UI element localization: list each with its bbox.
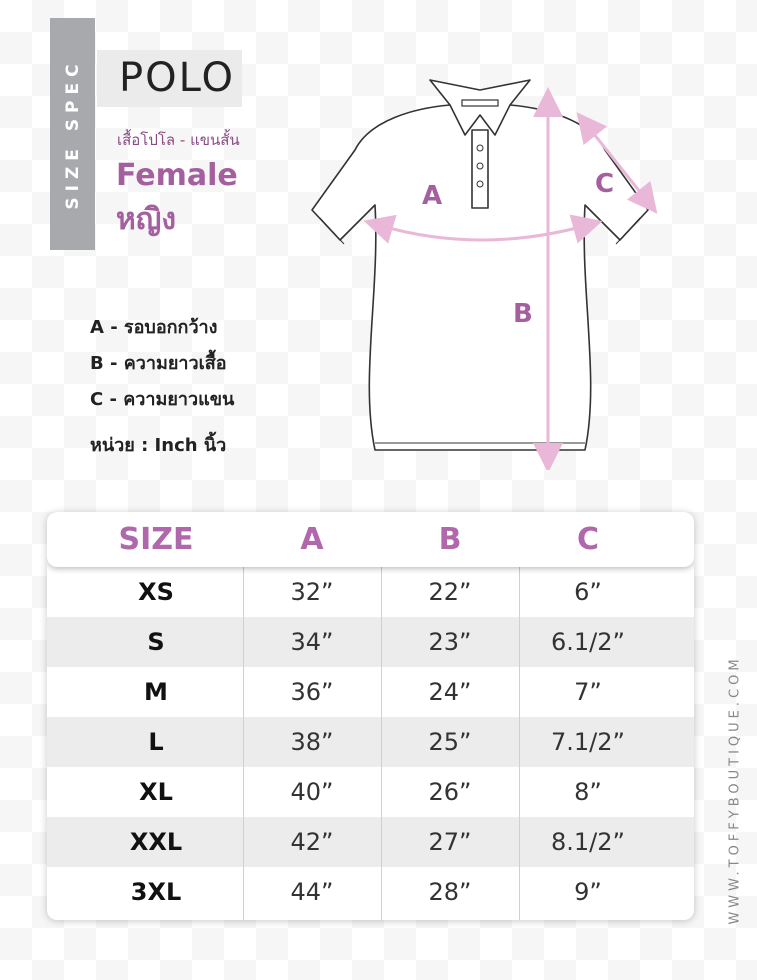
size-spec-label: SIZE SPEC [62, 58, 83, 210]
button-2 [477, 163, 483, 169]
cell-a: 42” [290, 828, 334, 856]
cell-size: L [148, 728, 164, 756]
table-row [47, 767, 694, 817]
product-name: POLO [119, 55, 235, 101]
product-name-box [97, 50, 242, 107]
cell-size: S [147, 628, 165, 656]
cell-size: XS [138, 578, 174, 606]
polo-shirt-diagram [300, 60, 660, 470]
cell-size: 3XL [130, 878, 182, 906]
cell-c: 8.1/2” [551, 828, 625, 856]
button-3 [477, 181, 483, 187]
collar-label-tag [462, 100, 498, 106]
cell-c: 6” [574, 578, 602, 606]
column-divider [243, 567, 244, 920]
header-c: C [576, 522, 600, 557]
website-url: WWW.TOFFYBOUTIQUE.COM [727, 655, 743, 925]
cell-b: 27” [428, 828, 472, 856]
button-1 [477, 145, 483, 151]
legend-a: A - รอบอกกว้าง [90, 317, 218, 338]
cell-c: 7” [574, 678, 602, 706]
column-divider [381, 567, 382, 920]
gender-english: Female [116, 158, 238, 193]
cell-a: 40” [290, 778, 334, 806]
table-row [47, 617, 694, 667]
cell-c: 7.1/2” [551, 728, 625, 756]
table-row [47, 667, 694, 717]
cell-a: 38” [290, 728, 334, 756]
header-size: SIZE [118, 522, 194, 557]
legend-c: C - ความยาวแขน [90, 389, 235, 410]
header-a: A [300, 522, 324, 557]
cell-b: 26” [428, 778, 472, 806]
product-subtitle: เสื้อโปโล - แขนสั้น [117, 131, 240, 149]
cell-a: 36” [290, 678, 334, 706]
size-table [47, 512, 694, 920]
cell-b: 28” [428, 878, 472, 906]
cell-a: 34” [290, 628, 334, 656]
diagram-label-a: A [422, 181, 443, 211]
legend-b: B - ความยาวเสื้อ [90, 353, 227, 374]
table-row [47, 717, 694, 767]
cell-c: 9” [574, 878, 602, 906]
table-row [47, 567, 694, 617]
cell-b: 23” [428, 628, 472, 656]
cell-b: 25” [428, 728, 472, 756]
table-row [47, 817, 694, 867]
table-header [47, 512, 694, 567]
diagram-label-b: B [513, 299, 533, 329]
size-spec-band [50, 18, 95, 250]
diagram-label-c: C [595, 169, 615, 199]
unit-label: หน่วย : Inch นิ้ว [90, 435, 227, 456]
cell-c: 6.1/2” [551, 628, 625, 656]
gender-thai: หญิง [116, 202, 176, 237]
cell-a: 32” [290, 578, 334, 606]
cell-size: M [144, 678, 168, 706]
column-divider [519, 567, 520, 920]
cell-size: XL [139, 778, 173, 806]
cell-c: 8” [574, 778, 602, 806]
cell-size: XXL [129, 828, 183, 856]
cell-b: 24” [428, 678, 472, 706]
cell-a: 44” [290, 878, 334, 906]
header-b: B [438, 522, 462, 557]
cell-b: 22” [428, 578, 472, 606]
table-row [47, 867, 694, 917]
